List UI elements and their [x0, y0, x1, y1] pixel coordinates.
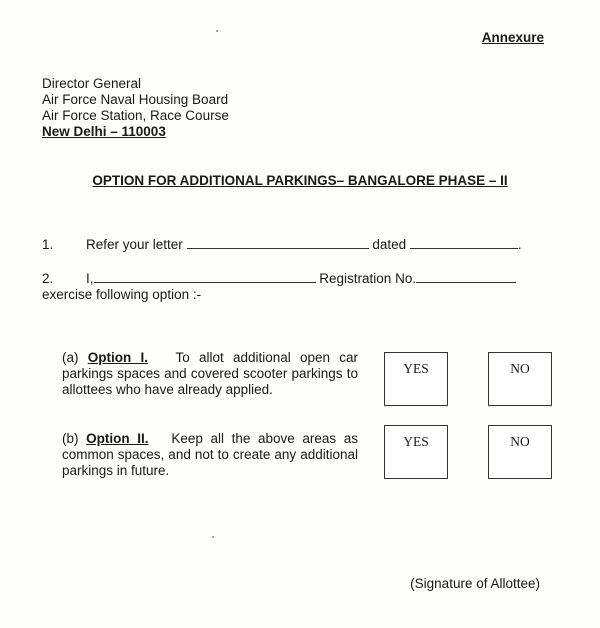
item-number: 2. — [42, 271, 54, 286]
option-a-yes-box[interactable]: YES — [384, 352, 448, 406]
address-city-line: New Delhi – 110003 — [42, 124, 166, 139]
signature-label: (Signature of Allottee) — [410, 576, 540, 591]
option-b — [62, 431, 358, 479]
item-end-period: . — [517, 237, 522, 252]
scan-speck — [216, 30, 218, 32]
option-b-yes-box[interactable]: YES — [384, 425, 448, 479]
item-2-continuation: exercise following option :- — [42, 287, 202, 302]
scan-speck — [212, 536, 214, 538]
name-prefix: I, — [86, 271, 94, 286]
address-line: Air Force Station, Race Course — [42, 108, 229, 123]
option-prefix: (b) — [62, 431, 79, 446]
form-heading: OPTION FOR ADDITIONAL PARKINGS– BANGALORE PHASE – II — [92, 173, 508, 188]
item-1 — [42, 236, 522, 253]
annexure-label: Annexure — [481, 30, 544, 45]
item-number: 1. — [42, 237, 54, 252]
option-text: To allot additional open car parkings spaces and covered scooter parkings to allottees who have already applied. — [62, 350, 358, 397]
address-line: Director General — [42, 76, 142, 91]
registration-field[interactable] — [416, 270, 516, 283]
option-a-no-box[interactable]: NO — [488, 352, 552, 406]
recipient-address — [42, 76, 229, 140]
option-a — [62, 350, 358, 398]
letter-reference-field[interactable] — [187, 236, 369, 249]
option-label: Option I. — [87, 350, 148, 365]
registration-label: Registration No. — [319, 271, 417, 286]
option-label: Option II. — [86, 431, 149, 446]
item-2 — [42, 270, 516, 303]
option-b-no-box[interactable]: NO — [488, 425, 552, 479]
name-field[interactable] — [94, 270, 316, 283]
address-line: Air Force Naval Housing Board — [42, 92, 229, 107]
option-prefix: (a) — [62, 350, 79, 365]
date-field[interactable] — [410, 236, 518, 249]
refer-letter-label: Refer your letter — [86, 237, 183, 252]
option-text: Keep all the above areas as common spaces, and not to create any additional parkings in future. — [62, 431, 358, 478]
dated-label: dated — [372, 237, 407, 252]
